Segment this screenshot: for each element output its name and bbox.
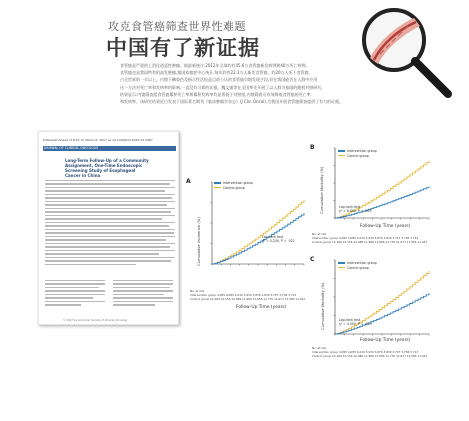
article-abstract (45, 180, 175, 267)
panel-a-xlabel: Follow-Up Time (years) (236, 305, 287, 310)
panel-a-letter: A (186, 178, 191, 185)
legend-item-intervention: Intervention group (338, 149, 377, 154)
body-paragraph: 结果显示:内镜筛查组食管癌累积死亡率和累积发病率均显著低于对照组,内镜筛查可有效降低食管癌的死亡率 (120, 91, 311, 97)
panel-b-logrank: Log-rank test χ² = 8.860, P = .003 (339, 205, 372, 213)
article-topline: Published Ahead of Print on March 6, 2017 as 10.1200/JCO.2016.70.3467 (43, 138, 153, 142)
panel-c-ylabel: Cumulative Mortality (%) (320, 282, 325, 330)
page-headline: 中国有了新证据 (106, 36, 260, 60)
panel-a-risk-table: No. at risk Intervention group 4,095 4,085 4,010 3,934 3,876 3,839 3,797 3,756 3,713 Control group 12,184 12,156 12,089 11,989 11,856 11,770 11,677 11,584 11,457 (190, 289, 306, 301)
panel-c-risk-table: No. at risk Intervention group 4,095 4,085 4,010 3,934 3,876 3,839 3,797 3,756 3,713 Control group 12,184 12,156 12,089 11,989 11,856 11,770 11,677 11,584 11,457 (312, 346, 428, 358)
body-paragraph: 食管癌也是我国特有的高发肿瘤,据国家癌症中心统计,每年约有22.3万人新发食管癌、约20万人死于食管癌, (120, 70, 310, 76)
article-body-text (120, 62, 458, 105)
body-paragraph: 这一方法对死亡率和发病率的影响,一直没有可靠的证据。魏文强等在全国率先开展了以人群为基础的随机对照研究, (120, 84, 323, 90)
panel-b-xlabel: Follow-Up Time (years) (360, 224, 411, 229)
legend-item-control: Control group (214, 186, 253, 191)
page-kicker: 攻克食管癌筛查世界性难题 (108, 20, 246, 33)
panel-a-plot (212, 182, 304, 264)
body-paragraph: 和发病率。该研究结果近日发表于国际著名期刊《临床肿瘤学杂志》(J Clin Oncol),为我国开展食管癌筛查提供了有力的证据。 (120, 99, 344, 105)
article-columns (45, 280, 175, 308)
panel-a-legend (214, 181, 253, 190)
legend-item-intervention: Intervention group (214, 181, 253, 186)
article-title: Long-Term Follow-Up of a Community Assignment, One-Time Endoscopic Screening Study of Esophageal Cancer in China (65, 158, 149, 178)
legend-item-control: Control group (338, 154, 377, 159)
legend-item-intervention: Intervention group (338, 261, 377, 266)
panel-c-letter: C (310, 256, 315, 263)
panel-c-legend (338, 261, 377, 270)
panel-a-logrank: Log-rank test χ² = 5.230, P = .022 (262, 235, 295, 243)
body-paragraph: 食管癌是严重的上消化道恶性肿瘤。据最新统计,2012年全球约有45.6万食管癌新发病例和40万死亡病例。 (120, 63, 310, 68)
panel-b-risk-table: No. at risk Intervention group 4,095 4,085 4,010 3,934 3,876 3,839 3,797 3,756 3,713 Control group 12,184 12,156 12,089 11,989 11,856 11,770 11,677 11,584 11,457 (312, 232, 428, 244)
panel-a-ylabel: Cumulative Incidence (%) (196, 217, 201, 266)
panel-c-logrank: Log-rank test χ² = 4.550, P = .033 (339, 318, 372, 326)
panel-b-letter: B (310, 144, 315, 151)
control-curve (212, 200, 304, 264)
legend-item-control: Control group (338, 266, 377, 271)
panel-c-xlabel: Follow-Up Time (years) (360, 338, 411, 343)
journal-article-clipping (38, 131, 179, 325)
panel-b-ylabel: Cumulative Mortality (%) (319, 166, 324, 214)
article-footer: © 2017 by American Society of Clinical Oncology (63, 319, 128, 322)
body-paragraph: 占全世界的一半以上。内镜下碘染色及指示性活检是目前公认的食管癌早期发现手段,但在我国能否在人群中应用 (120, 77, 318, 83)
journal-name: JOURNAL OF CLINICAL ONCOLOGY (44, 146, 99, 150)
panel-b-legend (338, 149, 377, 158)
